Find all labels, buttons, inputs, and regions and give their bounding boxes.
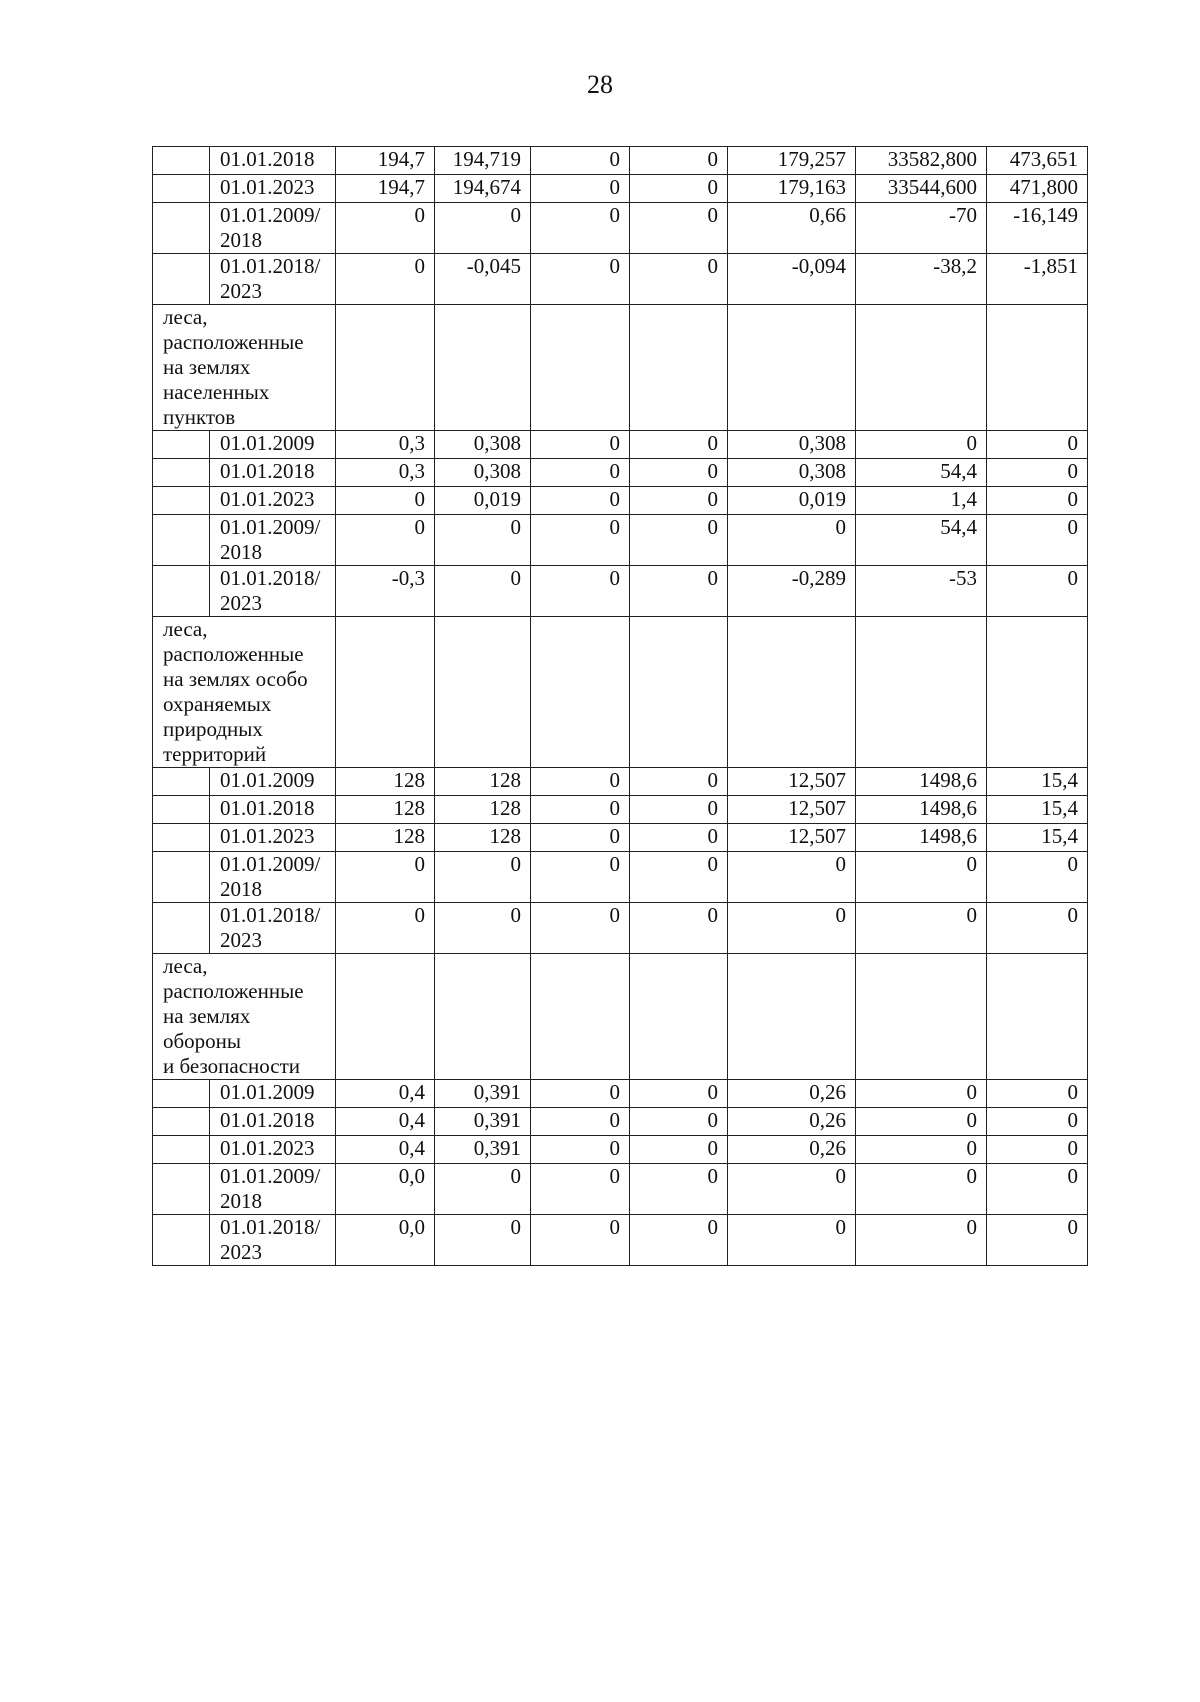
value-cell: 12,507	[728, 768, 856, 796]
table-row	[153, 254, 1088, 305]
table-row	[153, 487, 1088, 515]
value-cell: 0	[630, 1164, 728, 1215]
value-cell: 0	[987, 903, 1088, 954]
date-cell: 01.01.2018/ 2023	[210, 1215, 336, 1266]
value-cell: 0	[336, 203, 435, 254]
value-cell: 0	[531, 515, 630, 566]
value-cell: 0	[630, 796, 728, 824]
value-cell: 0,26	[728, 1080, 856, 1108]
value-cell: 1498,6	[856, 796, 987, 824]
value-cell: 0	[728, 852, 856, 903]
table-row	[153, 515, 1088, 566]
value-cell: 0,3	[336, 459, 435, 487]
empty-cell	[987, 305, 1088, 431]
empty-cell	[336, 617, 435, 768]
value-cell: 194,7	[336, 147, 435, 175]
date-cell: 01.01.2009/ 2018	[210, 852, 336, 903]
value-cell: 0	[856, 1215, 987, 1266]
value-cell: 15,4	[987, 768, 1088, 796]
value-cell: 0	[630, 203, 728, 254]
empty-cell	[435, 954, 531, 1080]
blank-cell	[153, 1080, 210, 1108]
value-cell: 0	[856, 1108, 987, 1136]
value-cell: 0	[531, 824, 630, 852]
value-cell: 15,4	[987, 796, 1088, 824]
value-cell: 54,4	[856, 515, 987, 566]
value-cell: 0	[435, 1164, 531, 1215]
empty-cell	[336, 305, 435, 431]
value-cell: 0,019	[728, 487, 856, 515]
blank-cell	[153, 824, 210, 852]
table-row	[153, 852, 1088, 903]
value-cell: 128	[435, 824, 531, 852]
value-cell: -0,045	[435, 254, 531, 305]
date-cell: 01.01.2018	[210, 459, 336, 487]
empty-cell	[856, 954, 987, 1080]
value-cell: 54,4	[856, 459, 987, 487]
value-cell: 194,674	[435, 175, 531, 203]
value-cell: 0,0	[336, 1215, 435, 1266]
value-cell: 0,391	[435, 1108, 531, 1136]
value-cell: 0,66	[728, 203, 856, 254]
value-cell: 0,308	[435, 431, 531, 459]
date-cell: 01.01.2018/ 2023	[210, 903, 336, 954]
date-cell: 01.01.2018/ 2023	[210, 254, 336, 305]
section-label: леса, расположенные на землях особо охраняемых природных территорий	[153, 617, 336, 768]
value-cell: 0	[630, 903, 728, 954]
blank-cell	[153, 175, 210, 203]
value-cell: 0	[630, 431, 728, 459]
value-cell: 0,3	[336, 431, 435, 459]
date-cell: 01.01.2018	[210, 796, 336, 824]
value-cell: 0	[531, 147, 630, 175]
value-cell: 0	[531, 1108, 630, 1136]
value-cell: 473,651	[987, 147, 1088, 175]
value-cell: 0	[435, 852, 531, 903]
value-cell: 1498,6	[856, 824, 987, 852]
blank-cell	[153, 768, 210, 796]
empty-cell	[987, 617, 1088, 768]
section-header-row	[153, 954, 1088, 1080]
empty-cell	[336, 954, 435, 1080]
empty-cell	[856, 305, 987, 431]
section-label: леса, расположенные на землях населенных пунктов	[153, 305, 336, 431]
blank-cell	[153, 515, 210, 566]
date-cell: 01.01.2009	[210, 431, 336, 459]
date-cell: 01.01.2009/ 2018	[210, 203, 336, 254]
value-cell: 0	[630, 824, 728, 852]
value-cell: 128	[435, 768, 531, 796]
table-row	[153, 768, 1088, 796]
table-row	[153, 1108, 1088, 1136]
empty-cell	[435, 305, 531, 431]
empty-cell	[531, 954, 630, 1080]
table-row	[153, 1164, 1088, 1215]
value-cell: 194,7	[336, 175, 435, 203]
value-cell: 15,4	[987, 824, 1088, 852]
value-cell: 0	[630, 175, 728, 203]
value-cell: 0	[728, 515, 856, 566]
blank-cell	[153, 487, 210, 515]
date-cell: 01.01.2009	[210, 1080, 336, 1108]
value-cell: 179,163	[728, 175, 856, 203]
empty-cell	[728, 954, 856, 1080]
empty-cell	[630, 617, 728, 768]
value-cell: 0	[336, 487, 435, 515]
value-cell: 128	[336, 824, 435, 852]
value-cell: 0	[435, 903, 531, 954]
value-cell: 0	[987, 1108, 1088, 1136]
value-cell: 0	[336, 903, 435, 954]
value-cell: 0	[531, 254, 630, 305]
value-cell: 0	[987, 431, 1088, 459]
value-cell: 1498,6	[856, 768, 987, 796]
date-cell: 01.01.2023	[210, 487, 336, 515]
value-cell: -16,149	[987, 203, 1088, 254]
table-row	[153, 175, 1088, 203]
value-cell: -0,3	[336, 566, 435, 617]
value-cell: 128	[435, 796, 531, 824]
table-row	[153, 431, 1088, 459]
value-cell: 0	[531, 1164, 630, 1215]
value-cell: 0	[336, 254, 435, 305]
date-cell: 01.01.2009	[210, 768, 336, 796]
value-cell: 0,019	[435, 487, 531, 515]
empty-cell	[435, 617, 531, 768]
value-cell: 0	[630, 1215, 728, 1266]
value-cell: 0	[728, 1164, 856, 1215]
value-cell: -0,094	[728, 254, 856, 305]
date-cell: 01.01.2023	[210, 1136, 336, 1164]
blank-cell	[153, 1164, 210, 1215]
value-cell: 0,4	[336, 1108, 435, 1136]
empty-cell	[630, 954, 728, 1080]
value-cell: 0	[630, 147, 728, 175]
table-row	[153, 824, 1088, 852]
value-cell: 0	[987, 1215, 1088, 1266]
value-cell: 0	[531, 1080, 630, 1108]
value-cell: 0	[728, 903, 856, 954]
blank-cell	[153, 203, 210, 254]
value-cell: 0	[856, 1136, 987, 1164]
value-cell: 0	[435, 1215, 531, 1266]
value-cell: 0	[630, 487, 728, 515]
value-cell: 0	[531, 175, 630, 203]
date-cell: 01.01.2018	[210, 1108, 336, 1136]
value-cell: 0	[728, 1215, 856, 1266]
table-row	[153, 1080, 1088, 1108]
value-cell: 12,507	[728, 796, 856, 824]
value-cell: 0	[987, 1136, 1088, 1164]
empty-cell	[630, 305, 728, 431]
value-cell: 0	[336, 515, 435, 566]
value-cell: 0	[987, 487, 1088, 515]
table-row	[153, 796, 1088, 824]
value-cell: 0,308	[728, 431, 856, 459]
empty-cell	[856, 617, 987, 768]
forest-data-table	[152, 146, 1088, 1266]
table-row	[153, 147, 1088, 175]
value-cell: 471,800	[987, 175, 1088, 203]
date-cell: 01.01.2018/ 2023	[210, 566, 336, 617]
blank-cell	[153, 147, 210, 175]
table-row	[153, 1136, 1088, 1164]
value-cell: 0,391	[435, 1136, 531, 1164]
blank-cell	[153, 459, 210, 487]
value-cell: 0	[531, 431, 630, 459]
value-cell: 0	[531, 903, 630, 954]
value-cell: 0	[531, 1215, 630, 1266]
section-header-row	[153, 617, 1088, 768]
value-cell: 0	[336, 852, 435, 903]
date-cell: 01.01.2009/ 2018	[210, 515, 336, 566]
section-label: леса, расположенные на землях обороны и безопасности	[153, 954, 336, 1080]
value-cell: -0,289	[728, 566, 856, 617]
value-cell: 0	[435, 203, 531, 254]
value-cell: -70	[856, 203, 987, 254]
section-header-row	[153, 305, 1088, 431]
blank-cell	[153, 431, 210, 459]
value-cell: 33544,600	[856, 175, 987, 203]
value-cell: 0,26	[728, 1108, 856, 1136]
value-cell: 179,257	[728, 147, 856, 175]
value-cell: 0	[531, 203, 630, 254]
value-cell: 0,4	[336, 1080, 435, 1108]
blank-cell	[153, 796, 210, 824]
empty-cell	[531, 305, 630, 431]
blank-cell	[153, 1215, 210, 1266]
value-cell: 0,391	[435, 1080, 531, 1108]
value-cell: 0	[630, 254, 728, 305]
value-cell: 0	[856, 852, 987, 903]
value-cell: 0	[987, 1164, 1088, 1215]
value-cell: 0,308	[728, 459, 856, 487]
table-row	[153, 203, 1088, 254]
value-cell: 1,4	[856, 487, 987, 515]
value-cell: 0	[531, 1136, 630, 1164]
value-cell: 0	[856, 431, 987, 459]
blank-cell	[153, 566, 210, 617]
date-cell: 01.01.2023	[210, 175, 336, 203]
table-row	[153, 903, 1088, 954]
value-cell: 0	[435, 515, 531, 566]
date-cell: 01.01.2009/ 2018	[210, 1164, 336, 1215]
value-cell: 0,0	[336, 1164, 435, 1215]
blank-cell	[153, 903, 210, 954]
date-cell: 01.01.2023	[210, 824, 336, 852]
value-cell: -38,2	[856, 254, 987, 305]
date-cell: 01.01.2018	[210, 147, 336, 175]
value-cell: 0	[630, 515, 728, 566]
value-cell: 0	[987, 852, 1088, 903]
value-cell: 0	[630, 1108, 728, 1136]
value-cell: 0	[987, 515, 1088, 566]
value-cell: 0,308	[435, 459, 531, 487]
value-cell: 0	[987, 1080, 1088, 1108]
value-cell: 0	[531, 768, 630, 796]
value-cell: -1,851	[987, 254, 1088, 305]
value-cell: 0	[531, 796, 630, 824]
value-cell: 128	[336, 768, 435, 796]
empty-cell	[531, 617, 630, 768]
value-cell: 0	[630, 1080, 728, 1108]
value-cell: 0	[630, 852, 728, 903]
blank-cell	[153, 852, 210, 903]
page-number: 28	[587, 70, 613, 99]
table-row	[153, 1215, 1088, 1266]
value-cell: 0	[531, 566, 630, 617]
value-cell: 0	[856, 903, 987, 954]
blank-cell	[153, 1136, 210, 1164]
blank-cell	[153, 1108, 210, 1136]
value-cell: 0	[531, 459, 630, 487]
value-cell: 33582,800	[856, 147, 987, 175]
value-cell: 0	[630, 459, 728, 487]
value-cell: 0	[987, 566, 1088, 617]
value-cell: -53	[856, 566, 987, 617]
empty-cell	[728, 617, 856, 768]
table-row	[153, 459, 1088, 487]
table-row	[153, 566, 1088, 617]
value-cell: 128	[336, 796, 435, 824]
value-cell: 0	[630, 566, 728, 617]
value-cell: 0	[531, 852, 630, 903]
value-cell: 0	[630, 1136, 728, 1164]
blank-cell	[153, 254, 210, 305]
value-cell: 0	[531, 487, 630, 515]
value-cell: 0	[435, 566, 531, 617]
value-cell: 0,26	[728, 1136, 856, 1164]
value-cell: 0	[856, 1080, 987, 1108]
empty-cell	[987, 954, 1088, 1080]
value-cell: 194,719	[435, 147, 531, 175]
value-cell: 0,4	[336, 1136, 435, 1164]
value-cell: 0	[987, 459, 1088, 487]
value-cell: 0	[630, 768, 728, 796]
empty-cell	[728, 305, 856, 431]
value-cell: 0	[856, 1164, 987, 1215]
value-cell: 12,507	[728, 824, 856, 852]
